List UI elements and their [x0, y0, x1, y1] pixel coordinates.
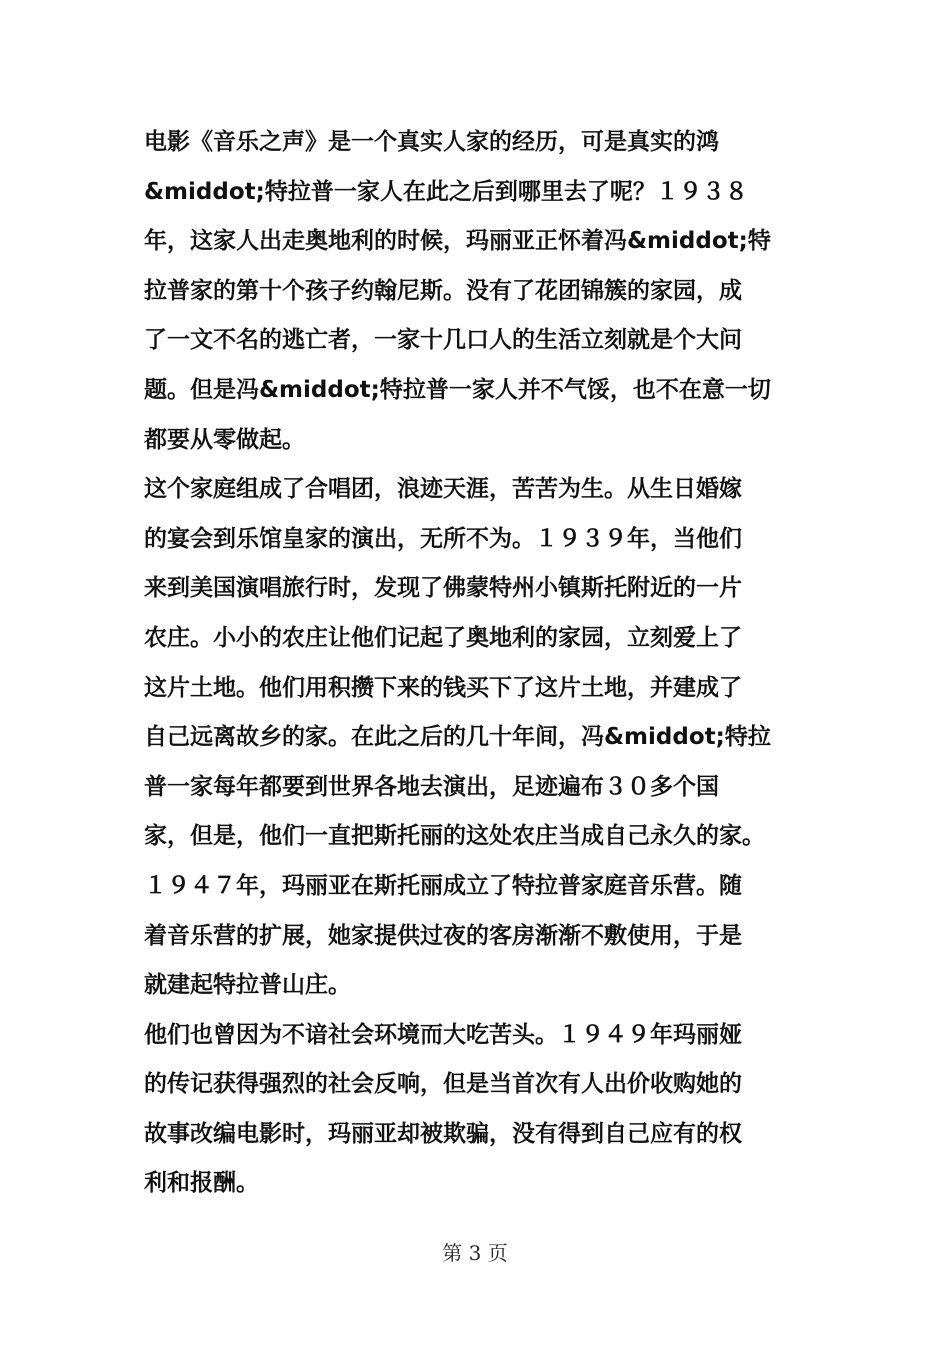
text-line: 了一文不名的逃亡者，一家十几口人的生活立刻就是个大问 [144, 327, 742, 354]
text-line: 都要从零做起。 [144, 426, 305, 453]
text-line: 就建起特拉普山庄。 [144, 972, 351, 999]
text-line: 拉普家的第十个孩子约翰尼斯。没有了花团锦簇的家园，成 [144, 277, 742, 304]
text-line: 的宴会到乐馆皇家的演出，无所不为。１９３９年，当他们 [144, 525, 742, 552]
text-line: 他们也曾因为不谙社会环境而大吃苦头。１９４９年玛丽娅 [144, 1021, 742, 1048]
text-line: 农庄。小小的农庄让他们记起了奥地利的家园，立刻爱上了 [144, 624, 742, 651]
text-line: 年，这家人出走奥地利的时候，玛丽亚正怀着冯&middot;特 [144, 228, 771, 255]
body-text [144, 118, 824, 1209]
text-line: 着音乐营的扩展，她家提供过夜的客房渐渐不敷使用，于是 [144, 922, 742, 949]
text-line: &middot;特拉普一家人在此之后到哪里去了呢？１９３８ [144, 178, 748, 205]
text-line: 题。但是冯&middot;特拉普一家人并不气馁，也不在意一切 [144, 376, 771, 403]
text-line: 普一家每年都要到世界各地去演出，足迹遍布３０多个国 [144, 773, 719, 800]
page-number: 第 3 页 [442, 1241, 508, 1265]
text-line: 这个家庭组成了合唱团，浪迹天涯，苦苦为生。从生日婚嫁 [144, 476, 742, 503]
text-line: 利和报酬。 [144, 1170, 259, 1197]
text-line: 家，但是，他们一直把斯托丽的这处农庄当成自己永久的家。 [144, 823, 765, 850]
text-line: 自己远离故乡的家。在此之后的几十年间，冯&middot;特拉 [144, 724, 771, 751]
text-line: 的传记获得强烈的社会反响，但是当首次有人出价收购她的 [144, 1071, 742, 1098]
text-line: 故事改编电影时，玛丽亚却被欺骗，没有得到自己应有的权 [144, 1120, 742, 1147]
text-line: １９４７年，玛丽亚在斯托丽成立了特拉普家庭音乐营。随 [144, 872, 742, 899]
text-line: 来到美国演唱旅行时，发现了佛蒙特州小镇斯托附近的一片 [144, 575, 742, 602]
text-line: 这片土地。他们用积攒下来的钱买下了这片土地，并建成了 [144, 674, 742, 701]
text-line: 电影《音乐之声》是一个真实人家的经历，可是真实的鸿 [144, 129, 719, 155]
